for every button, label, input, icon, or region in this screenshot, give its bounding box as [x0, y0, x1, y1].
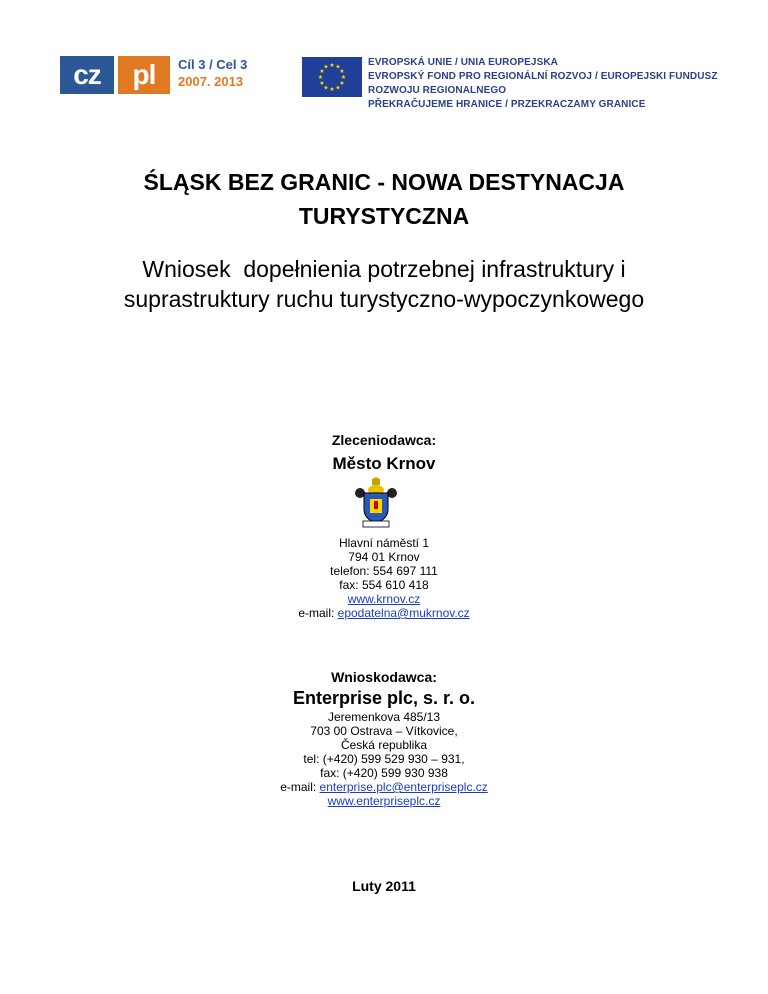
applicant-address-line1: Jeremenkova 485/13: [327, 710, 441, 724]
client-email-link[interactable]: epodatelna@mukrnov.cz: [337, 606, 470, 620]
applicant-address-line2: 703 00 Ostrava – Vítkovice,: [310, 724, 458, 738]
applicant-website-link[interactable]: www.enterpriseplc.cz: [327, 794, 441, 808]
svg-text:★: ★: [335, 63, 341, 71]
applicant-name: Enterprise plc, s. r. o.: [292, 688, 476, 708]
eu-flag-icon: [302, 57, 362, 97]
title-line1: ŚLĄSK BEZ GRANIC - NOWA DESTYNACJA: [143, 169, 625, 195]
applicant-fax: fax: (+420) 599 930 938: [320, 766, 448, 780]
client-address-line1: Hlavní náměstí 1: [338, 536, 430, 550]
svg-text:★: ★: [329, 86, 335, 93]
applicant-email-link[interactable]: enterprise.plc@enterpriseplc.cz: [319, 780, 488, 794]
client-name: Město Krnov: [332, 454, 436, 473]
client-phone: telefon: 554 697 111: [330, 564, 438, 578]
eu-text: [368, 56, 768, 112]
applicant-country: Česká republika: [340, 738, 428, 752]
czpl-logo: [60, 56, 260, 96]
applicant-email-row: [0, 780, 768, 794]
applicant-email-label: e-mail:: [280, 780, 320, 794]
svg-text:★: ★: [329, 62, 335, 69]
document-subtitle: [0, 254, 768, 314]
client-address: [0, 536, 768, 620]
svg-text:★: ★: [339, 68, 345, 75]
eu-text-line3: PŘEKRAČUJEME HRANICE / PRZEKRACZAMY GRANICE: [368, 99, 646, 110]
czpl-logo-line1: Cíl 3 / Cel 3: [178, 57, 248, 72]
svg-text:★: ★: [340, 74, 347, 81]
client-fax: fax: 554 610 418: [339, 578, 429, 592]
applicant-address: [0, 710, 768, 808]
client-email-label: e-mail:: [298, 606, 338, 620]
document-title: [0, 165, 768, 233]
czpl-logo-text: [178, 56, 247, 90]
svg-text:★: ★: [339, 80, 345, 87]
svg-text:★: ★: [319, 68, 325, 75]
client-email-row: [0, 606, 768, 620]
pl-logo-block: pl: [118, 56, 170, 94]
client-website-link[interactable]: www.krnov.cz: [347, 592, 421, 606]
applicant-phone: tel: (+420) 599 529 930 – 931,: [303, 752, 465, 766]
applicant-label: Wnioskodawca:: [331, 669, 437, 685]
client-address-line2: 794 01 Krnov: [348, 550, 420, 564]
svg-text:★: ★: [323, 84, 329, 92]
svg-text:★: ★: [335, 84, 341, 92]
cz-logo-block: cz: [60, 56, 114, 94]
eu-text-line1: EVROPSKÁ UNIE / UNIA EUROPEJSKA: [368, 57, 558, 68]
eu-text-line2: EVROPSKÝ FOND PRO REGIONÁLNÍ ROZVOJ / EUROPEJSKI FUNDUSZ ROZWOJU REGIONALNEGO: [368, 71, 718, 96]
document-date: Luty 2011: [352, 878, 416, 894]
subtitle-line1: Wniosek dopełnienia potrzebnej infrastruktury i: [142, 256, 626, 282]
svg-text:★: ★: [319, 80, 325, 87]
subtitle-line2: suprastruktury ruchu turystyczno-wypoczynkowego: [123, 286, 645, 312]
krnov-coat-of-arms-icon: [354, 477, 398, 529]
svg-text:★: ★: [323, 63, 329, 71]
client-label: Zleceniodawca:: [331, 432, 437, 448]
czpl-logo-line2: 2007. 2013: [178, 74, 244, 89]
title-line2: TURYSTYCZNA: [298, 203, 470, 229]
svg-text:★: ★: [317, 74, 324, 81]
